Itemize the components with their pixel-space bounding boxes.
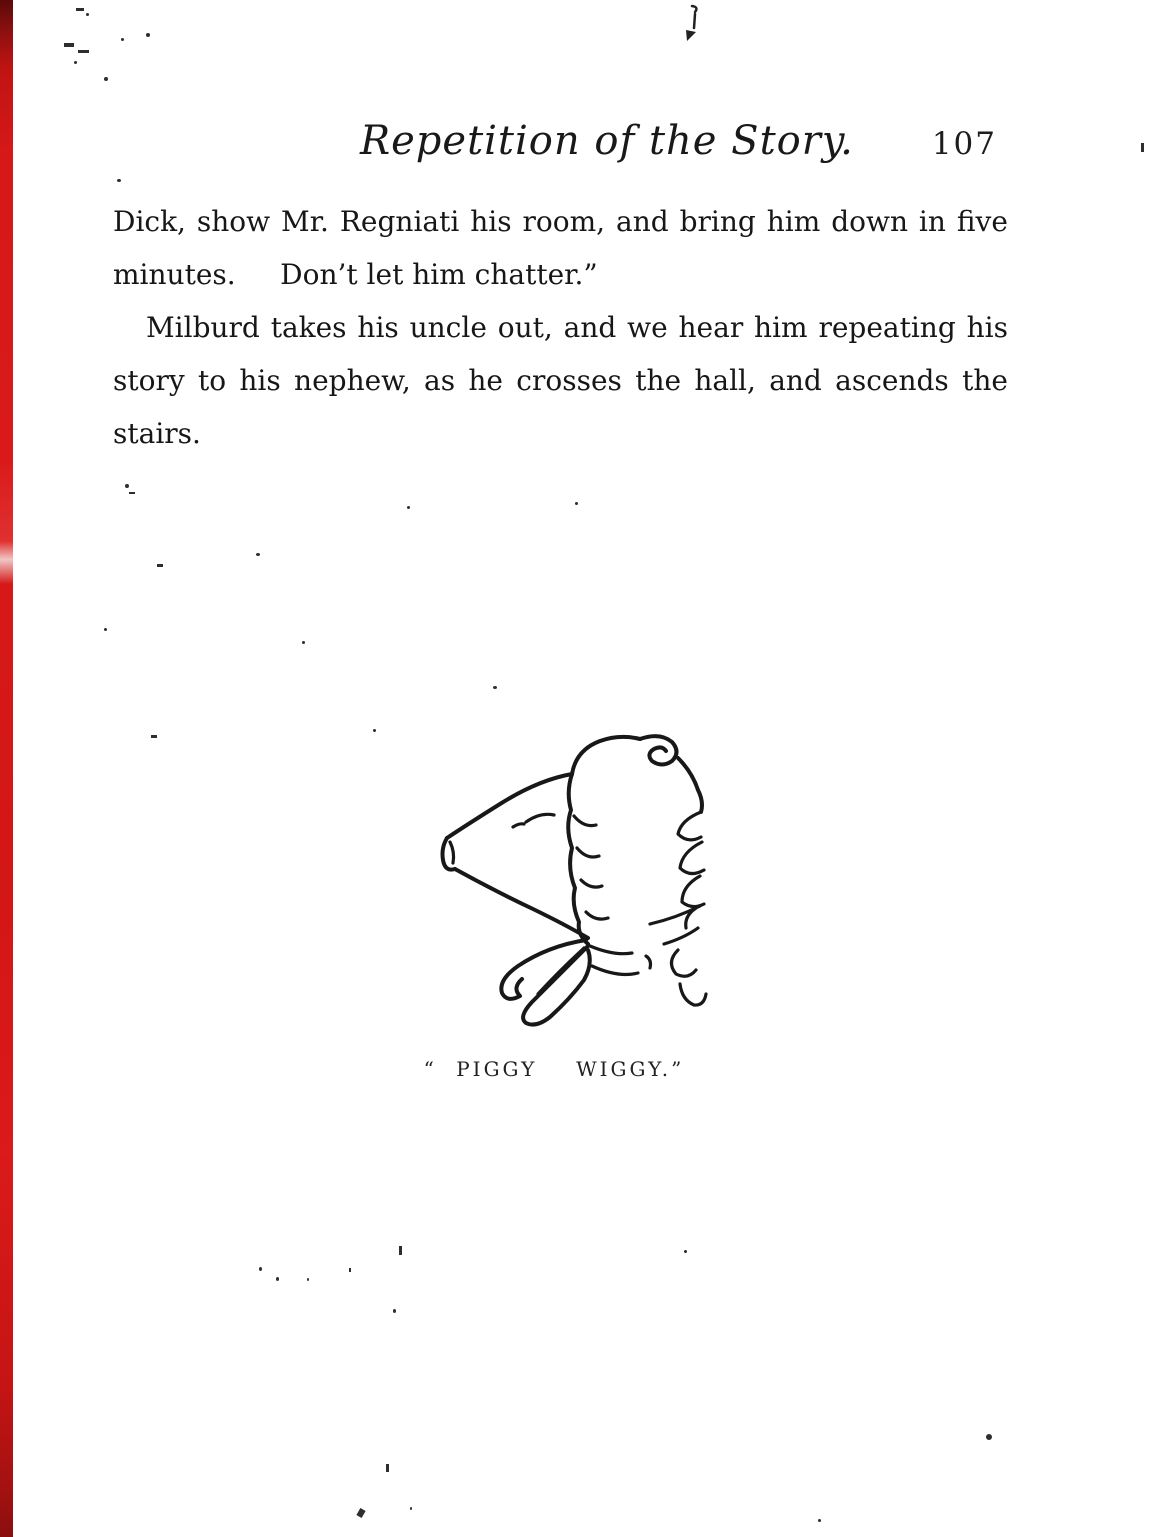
scan-speck — [104, 628, 107, 631]
scan-speck — [104, 77, 108, 81]
scanned-page-edge-strip — [0, 0, 13, 1537]
running-header — [355, 118, 1015, 166]
page-title: Repetition of the Story. — [360, 118, 854, 164]
pig-wig-illustration — [438, 732, 740, 1027]
scan-speck — [276, 1277, 279, 1281]
text-line: Milburd takes his uncle out, and we hear him repeating his — [146, 311, 1008, 344]
scan-speck — [393, 1309, 396, 1313]
scan-speck — [64, 43, 74, 47]
scan-speck — [121, 38, 124, 41]
scan-speck — [399, 1246, 402, 1255]
scan-speck — [117, 179, 121, 182]
text-line: stairs. — [113, 417, 201, 450]
page-number: 107 — [931, 126, 997, 162]
scan-speck — [157, 564, 163, 567]
scan-speck — [407, 506, 410, 509]
scan-speck — [356, 1508, 365, 1518]
scan-speck — [74, 61, 77, 64]
scan-speck — [1141, 143, 1144, 152]
scan-speck — [684, 1250, 687, 1253]
scan-speck — [302, 641, 305, 644]
scan-speck — [256, 553, 260, 556]
body-text — [113, 195, 1008, 460]
scan-speck — [575, 502, 578, 505]
scan-speck — [493, 686, 497, 689]
scan-speck — [386, 1464, 389, 1472]
scan-speck — [86, 13, 89, 16]
scan-speck — [129, 492, 135, 494]
pig-wig-drawing — [438, 732, 740, 1027]
scan-speck — [373, 729, 376, 732]
scan-speck — [307, 1278, 309, 1281]
scan-speck — [125, 484, 129, 488]
scan-speck — [76, 8, 84, 11]
text-line: Dick, show Mr. Regniati his room, and bring him down in five — [113, 205, 1008, 238]
illustration-caption: “ PIGGY WIGGY.” — [423, 1057, 685, 1081]
scan-speck — [818, 1519, 821, 1522]
scan-speck — [259, 1267, 262, 1271]
text-line: story to his nephew, as he crosses the hall, and ascends the — [113, 364, 1008, 397]
scan-speck — [78, 50, 89, 53]
scan-speck — [985, 1433, 993, 1441]
scan-speck — [349, 1268, 351, 1272]
text-line: minutes. Don’t let him chatter.” — [113, 258, 598, 291]
scan-speck — [410, 1507, 412, 1510]
scan-speck — [151, 735, 157, 738]
pen-mark — [682, 2, 704, 44]
scan-speck — [146, 33, 150, 37]
